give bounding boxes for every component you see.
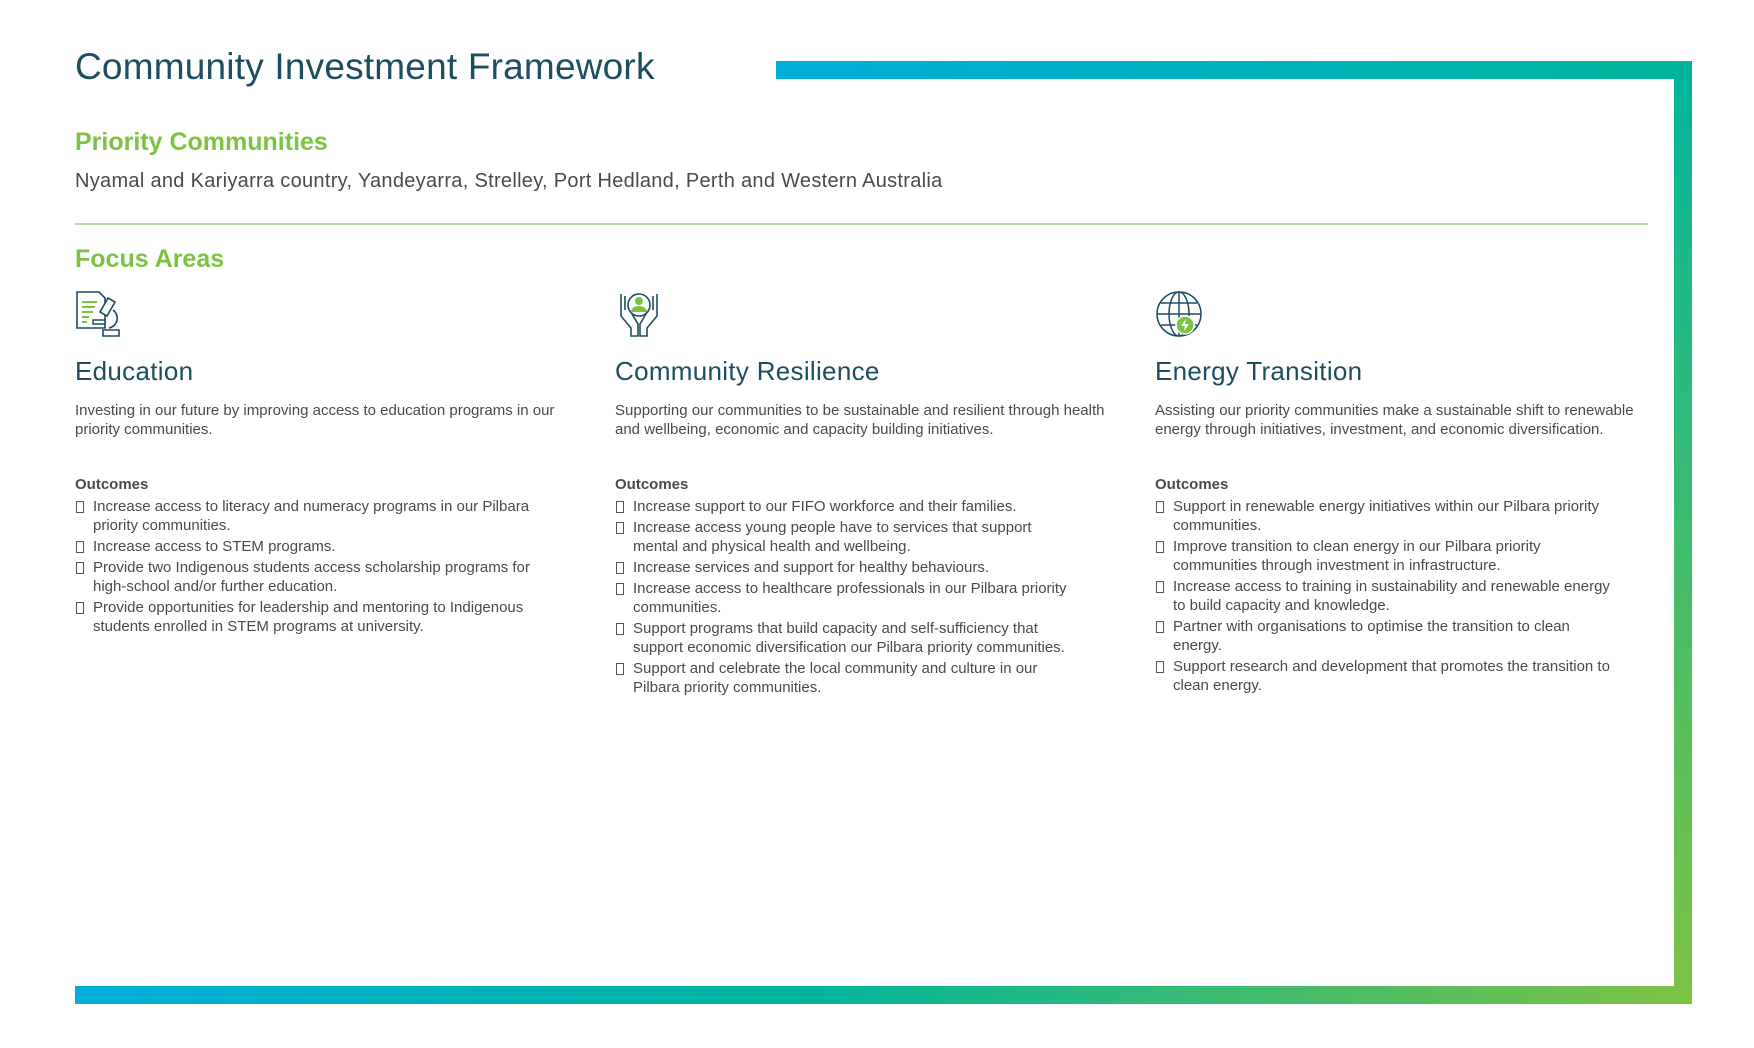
outcome-item [615, 518, 1080, 556]
outcome-text: Support programs that build capacity and self-sufficiency that support economic diversification our Pilbara priority communities. [633, 620, 1065, 656]
bullet-box-icon [1156, 581, 1164, 593]
bullet-box-icon [76, 562, 84, 574]
outcomes-label: Outcomes [75, 476, 149, 493]
outcomes-list [1155, 497, 1620, 695]
outcome-text: Support and celebrate the local community and culture in our Pilbara priority communities. [633, 660, 1038, 696]
outcome-text: Increase access to literacy and numeracy programs in our Pilbara priority communities. [93, 498, 530, 534]
outcome-item [1155, 537, 1620, 575]
outcome-text: Provide opportunities for leadership and mentoring to Indigenous students enrolled in STEM programs at university. [93, 599, 524, 635]
outcome-text: Increase support to our FIFO workforce and their families. [633, 498, 1017, 515]
outcome-text: Partner with organisations to optimise the transition to clean energy. [1173, 618, 1570, 654]
focus-description: Supporting our communities to be sustainable and resilient through health and wellbeing, economic and capacity building initiatives. [615, 402, 1105, 438]
outcome-item [1155, 657, 1620, 695]
bullet-box-icon [1156, 541, 1164, 553]
outcome-item [75, 537, 540, 556]
focus-title: Education [75, 356, 194, 386]
outcome-item [75, 558, 540, 596]
frame-top-bar [776, 61, 1692, 79]
outcome-item [75, 497, 540, 535]
outcome-text: Improve transition to clean energy in our Pilbara priority communities through investment in infrastructure. [1173, 538, 1541, 574]
divider [75, 223, 1648, 225]
bullet-box-icon [616, 501, 624, 513]
outcome-item [615, 497, 1080, 516]
focus-description: Assisting our priority communities make a sustainable shift to renewable energy through initiatives, investment, and economic diversification. [1155, 402, 1634, 438]
outcome-item [615, 619, 1080, 657]
outcome-item [615, 558, 1080, 577]
outcome-text: Increase access young people have to services that support mental and physical health and wellbeing. [633, 519, 1032, 555]
focus-column-energy-transition [1155, 290, 1655, 697]
outcomes-list [615, 497, 1080, 697]
focus-title: Community Resilience [615, 356, 880, 386]
outcome-text: Support research and development that promotes the transition to clean energy. [1173, 658, 1610, 694]
outcome-text: Increase access to STEM programs. [93, 538, 336, 555]
frame-bottom-bar [75, 986, 1692, 1004]
bullet-box-icon [76, 602, 84, 614]
hands-person-icon [615, 290, 663, 338]
bullet-box-icon [1156, 661, 1164, 673]
outcome-text: Increase access to training in sustainability and renewable energy to build capacity and knowledge. [1173, 578, 1610, 614]
bullet-box-icon [76, 501, 84, 513]
bullet-box-icon [616, 623, 624, 635]
outcome-item [1155, 577, 1620, 615]
focus-column-education [75, 290, 575, 638]
outcome-item [1155, 497, 1620, 535]
focus-description: Investing in our future by improving access to education programs in our priority communities. [75, 402, 555, 438]
outcome-item [1155, 617, 1620, 655]
outcome-text: Provide two Indigenous students access scholarship programs for high-school and/or further education. [93, 559, 530, 595]
outcomes-label: Outcomes [615, 476, 689, 493]
education-microscope-icon [75, 290, 123, 338]
page-title: Community Investment Framework [75, 46, 655, 87]
outcome-item [615, 579, 1080, 617]
frame-right-bar [1674, 61, 1692, 1004]
focus-title: Energy Transition [1155, 356, 1363, 386]
outcome-item [75, 598, 540, 636]
outcome-text: Support in renewable energy initiatives within our Pilbara priority communities. [1173, 498, 1600, 534]
outcomes-label: Outcomes [1155, 476, 1229, 493]
bullet-box-icon [1156, 501, 1164, 513]
bullet-box-icon [616, 583, 624, 595]
outcome-text: Increase access to healthcare professionals in our Pilbara priority communities. [633, 580, 1067, 616]
globe-energy-icon [1155, 290, 1203, 338]
bullet-box-icon [76, 541, 84, 553]
bullet-box-icon [1156, 621, 1164, 633]
bullet-box-icon [616, 562, 624, 574]
priority-communities-text: Nyamal and Kariyarra country, Yandeyarra, Strelley, Port Hedland, Perth and Western Australia [75, 170, 943, 192]
bullet-box-icon [616, 663, 624, 675]
focus-column-community-resilience [615, 290, 1115, 699]
outcomes-list [75, 497, 540, 636]
outcome-item [615, 659, 1080, 697]
bullet-box-icon [616, 522, 624, 534]
outcome-text: Increase services and support for healthy behaviours. [633, 559, 990, 576]
focus-areas-heading: Focus Areas [75, 245, 225, 273]
priority-communities-heading: Priority Communities [75, 128, 328, 156]
